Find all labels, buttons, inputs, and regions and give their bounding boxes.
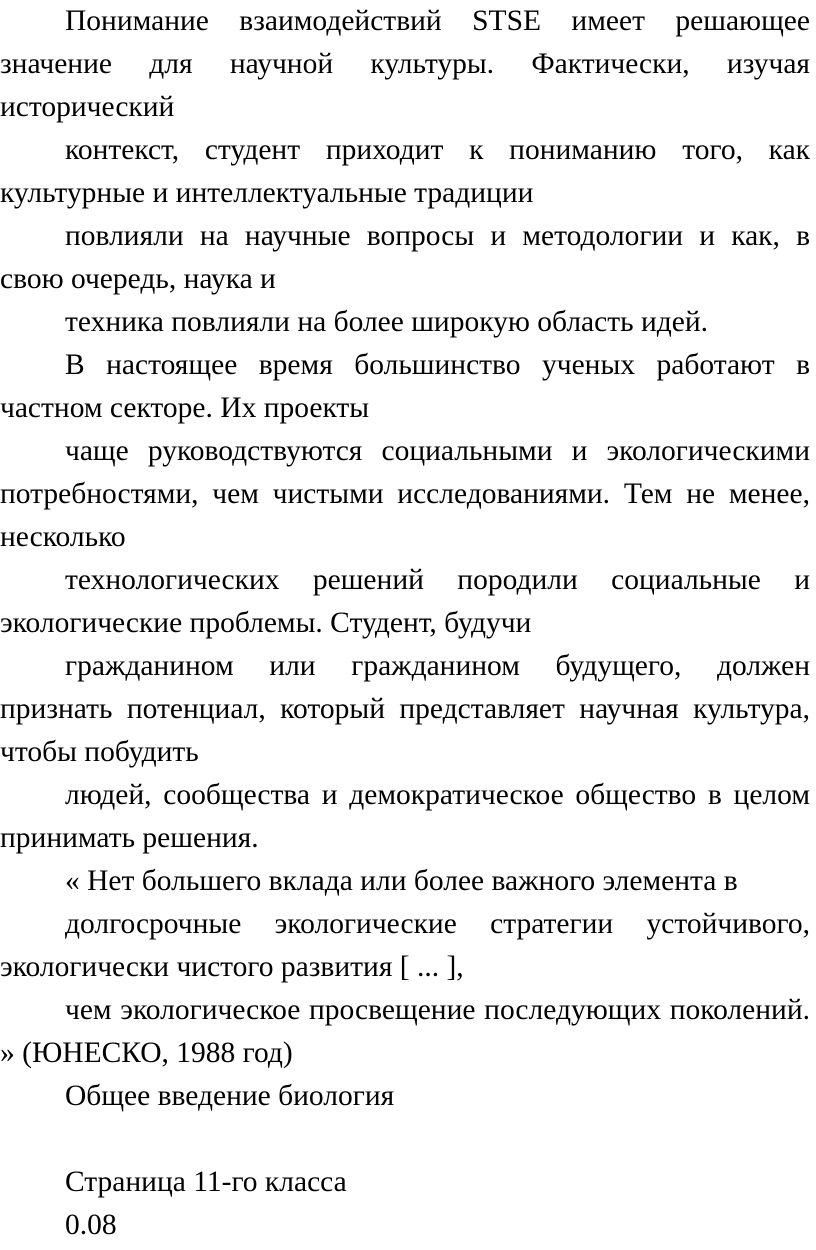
section-label: Общее введение биология: [65, 1080, 395, 1112]
paragraph-5: В настоящее время большинство ученых работают в частном секторе. Их проекты: [0, 349, 810, 424]
quote-line-2: долгосрочные экологические стратегии устойчивого, экологически чистого развития [ ... ],: [0, 908, 810, 983]
paragraph-2: контекст, студент приходит к пониманию того, как культурные и интеллектуальные традиции: [0, 134, 810, 209]
paragraph-3: повлияли на научные вопросы и методологии и как, в свою очередь, наука и: [0, 220, 810, 295]
paragraph-8: гражданином или гражданином будущего, должен признать потенциал, который представляет научная культура, чтобы побудить: [0, 650, 810, 768]
paragraph-4: техника повлияли на более широкую область идей.: [65, 306, 709, 338]
blank-line: [0, 1118, 810, 1161]
paragraph-9: людей, сообщества и демократическое общество в целом принимать решения.: [0, 779, 810, 854]
page-number-line: 0.08: [65, 1209, 117, 1241]
page-info-line: Страница 11-го класса: [65, 1166, 347, 1198]
paragraph-6: чаще руководствуются социальными и экологическими потребностями, чем чистыми исследованиями. Тем не менее, несколько: [0, 435, 810, 553]
paragraph-1: Понимание взаимодействий STSE имеет решающее значение для научной культуры. Фактически, изучая исторический: [0, 5, 810, 123]
quote-line-1: « Нет большего вклада или более важного элемента в: [65, 865, 738, 897]
quote-line-3: чем экологическое просвещение последующих поколений. » (ЮНЕСКО, 1988 год): [0, 994, 810, 1069]
paragraph-7: технологических решений породили социальные и экологические проблемы. Студент, будучи: [0, 564, 810, 639]
